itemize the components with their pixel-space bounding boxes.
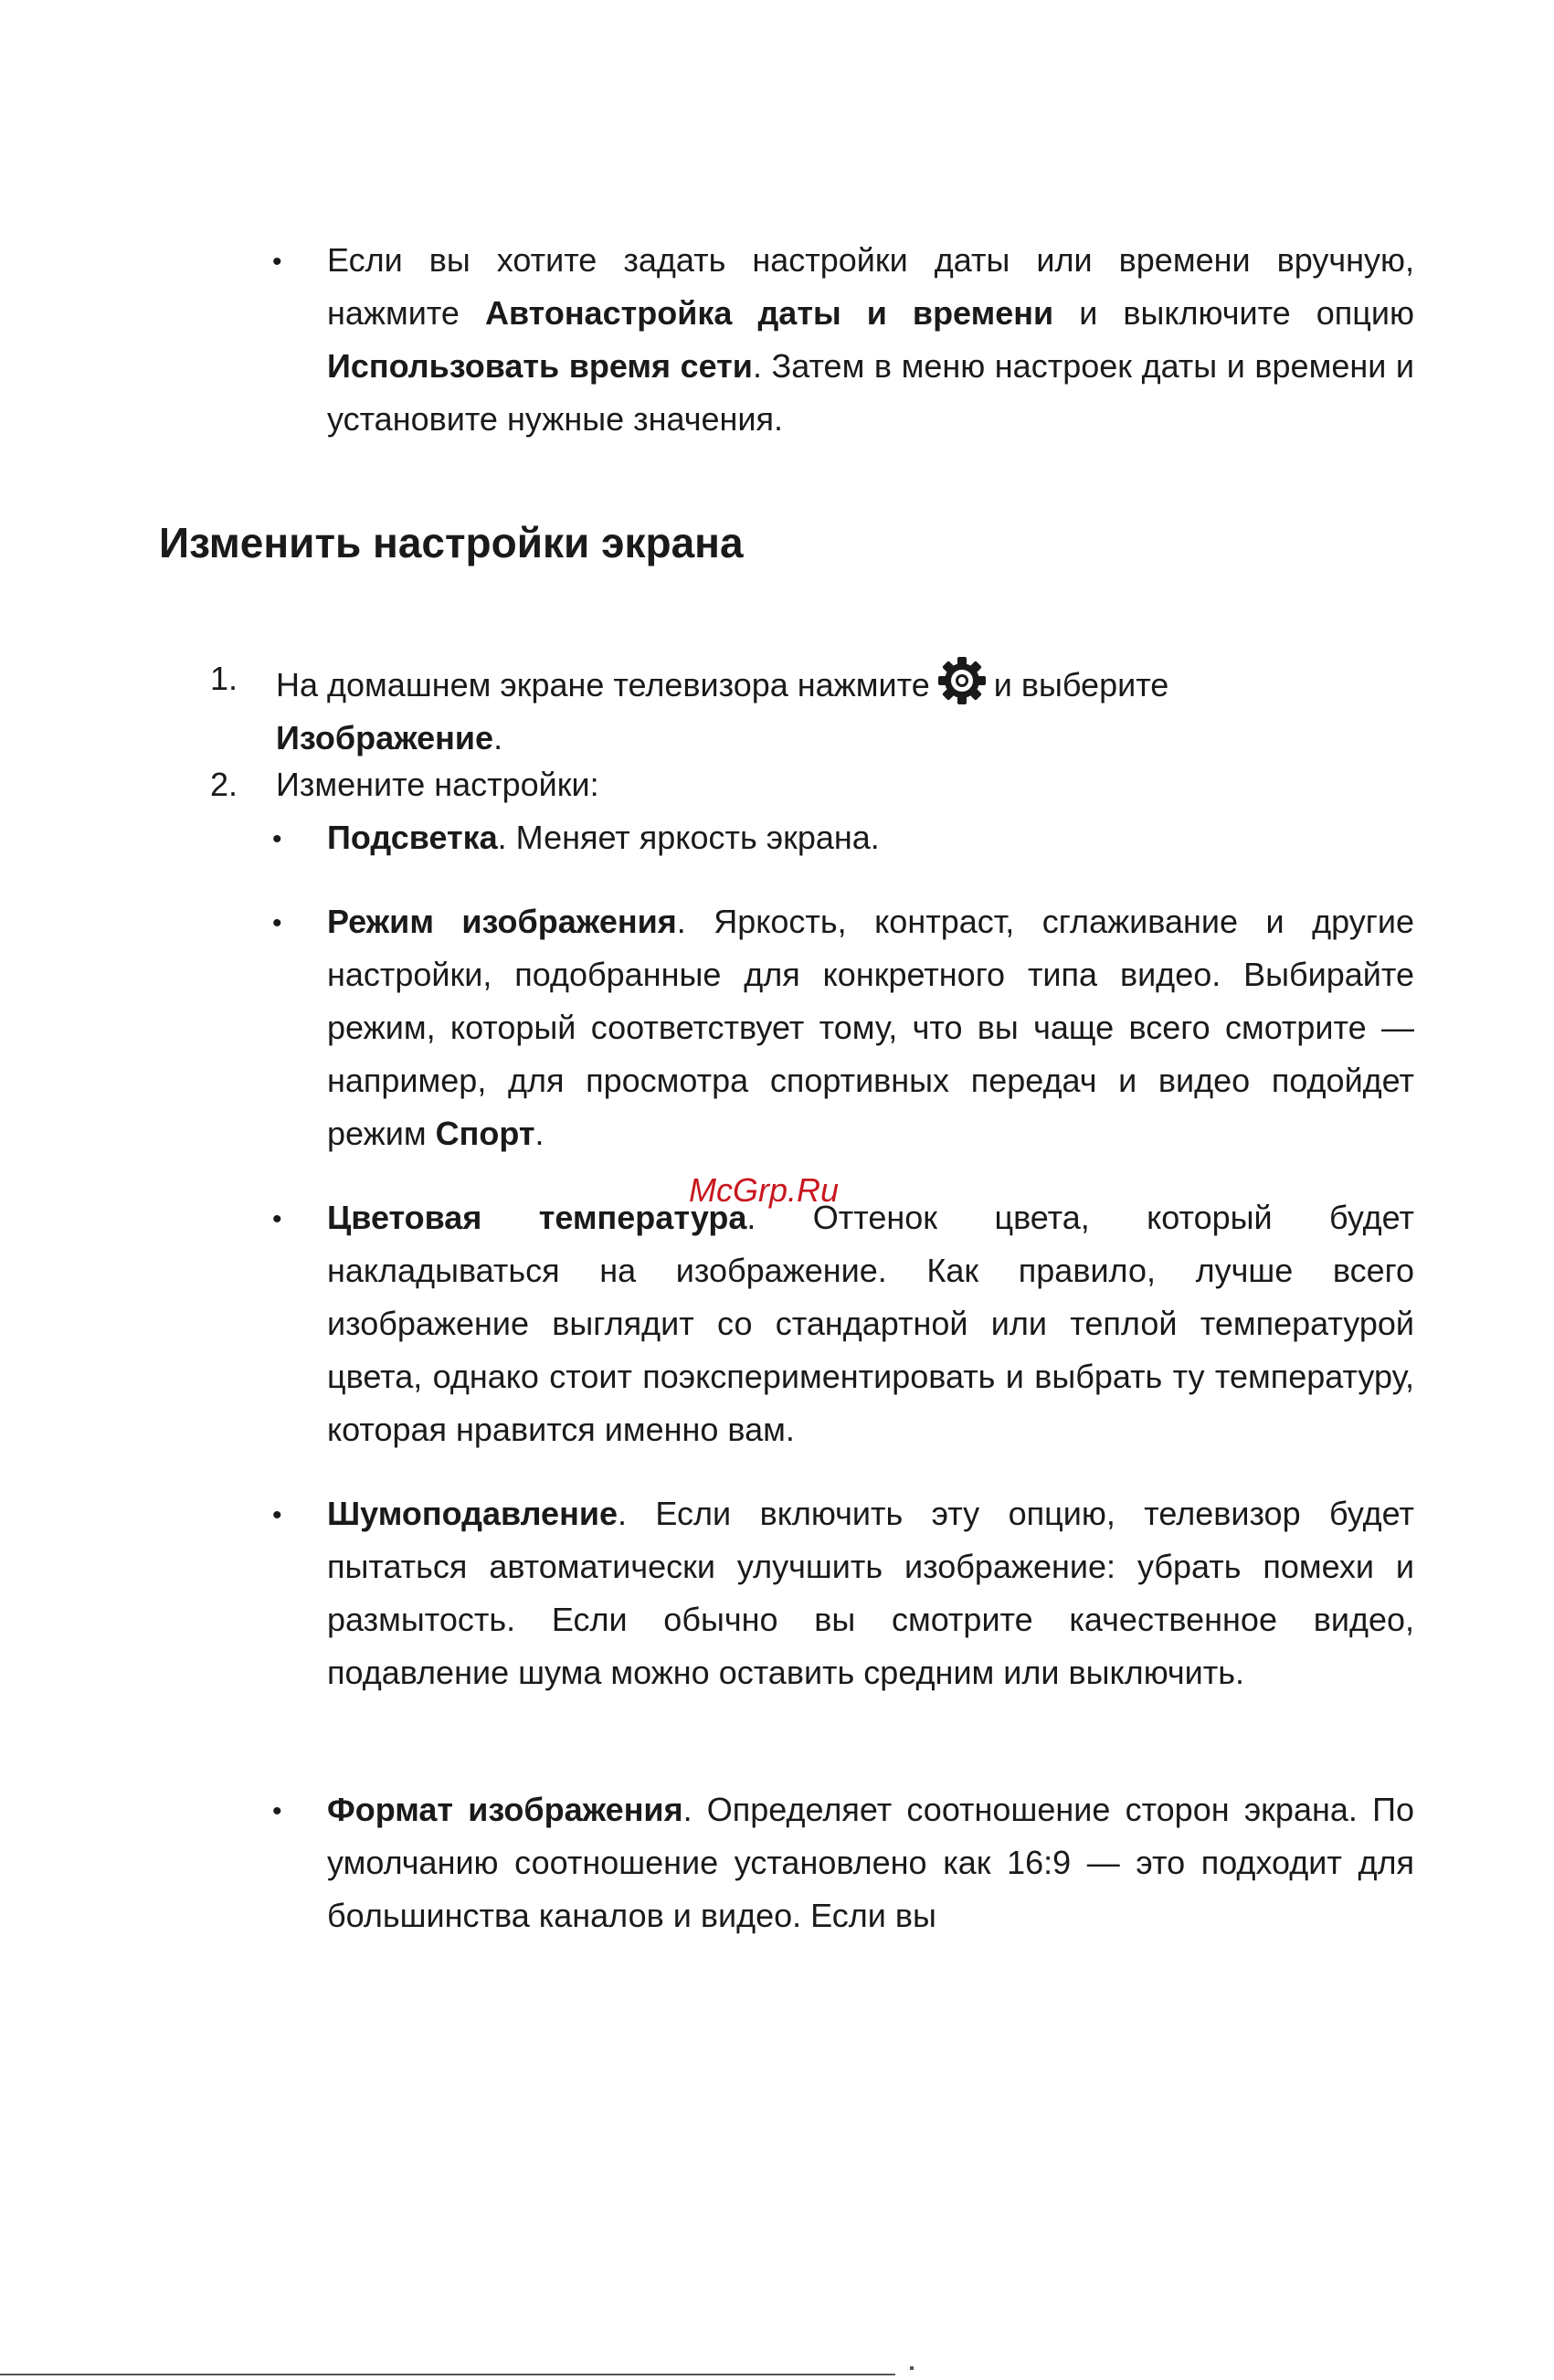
bullet: • bbox=[272, 824, 282, 854]
bullet: • bbox=[272, 1796, 282, 1826]
step-1-text-a: На домашнем экране телевизора нажмите bbox=[276, 666, 930, 703]
step-1-text-c: . bbox=[493, 719, 503, 756]
setting-color-temperature-name: Цветовая температура bbox=[327, 1199, 747, 1236]
setting-aspect-ratio bbox=[327, 1783, 1414, 1942]
gear-icon bbox=[934, 652, 990, 709]
bottom-mark bbox=[910, 2366, 914, 2370]
intro-text-3: . Затем в меню настроек даты и времени и установите нужные значения. bbox=[327, 347, 1415, 438]
bullet: • bbox=[272, 908, 282, 938]
step-1-text-b: и выберите bbox=[993, 666, 1169, 703]
intro-paragraph bbox=[327, 234, 1414, 446]
setting-picture-mode bbox=[327, 895, 1414, 1160]
setting-color-temperature bbox=[327, 1191, 1414, 1456]
setting-backlight-name: Подсветка bbox=[327, 819, 498, 856]
setting-picture-mode-text: . Яркость, контраст, сглаживание и другие настройки, подобранные для конкретного типа видео. Выбирайте режим, который соответствует тому, что вы чаще всего смотрите — например, для просмотра спортивных передач и видео подойдет режим bbox=[327, 903, 1414, 1152]
bullet: • bbox=[272, 1204, 282, 1234]
watermark: McGrp.Ru bbox=[689, 1171, 840, 1209]
setting-picture-mode-sport: Спорт bbox=[435, 1115, 535, 1152]
bottom-divider bbox=[0, 2374, 895, 2375]
step-2-text: Измените настройки: bbox=[276, 766, 599, 803]
setting-noise-reduction bbox=[327, 1487, 1414, 1699]
setting-noise-reduction-text: . Если включить эту опцию, телевизор будет пытаться автоматически улучшить изображение: убрать помехи и размытость. Если обычно вы смотрите качественное видео, подавление шума можно оставить средним или выключить. bbox=[327, 1495, 1414, 1691]
setting-backlight bbox=[327, 811, 1414, 864]
setting-noise-reduction-name: Шумоподавление bbox=[327, 1495, 618, 1532]
step-number-2: 2. bbox=[210, 766, 238, 803]
setting-backlight-text: . Меняет яркость экрана. bbox=[497, 819, 880, 856]
bullet: • bbox=[272, 247, 282, 277]
setting-aspect-ratio-name: Формат изображения bbox=[327, 1791, 683, 1828]
intro-text-1: Если вы хотите задать настройки даты или времени вручную, нажмите bbox=[327, 241, 1414, 332]
setting-picture-mode-tail: . bbox=[534, 1115, 544, 1152]
step-1-bold-image: Изображение bbox=[276, 719, 494, 756]
intro-text-2: и выключите опцию bbox=[1053, 294, 1415, 332]
bullet: • bbox=[272, 1500, 282, 1530]
step-1-text bbox=[276, 652, 1418, 765]
intro-bold-auto-datetime: Автонастройка даты и времени bbox=[485, 294, 1054, 332]
setting-aspect-ratio-text: . Определяет соотношение сторон экрана. По умолчанию соотношение установлено как 16:9 — это подходит для большинства каналов и видео. Если вы bbox=[327, 1791, 1414, 1934]
section-heading: Изменить настройки экрана bbox=[159, 519, 744, 566]
setting-picture-mode-name: Режим изображения bbox=[327, 903, 677, 940]
setting-color-temperature-text: . Оттенок цвета, который будет накладываться на изображение. Как правило, лучше всего изображение выглядит со стандартной или теплой температурой цвета, однако стоит поэкспериментировать и выбрать ту температуру, которая нравится именно вам. bbox=[327, 1199, 1414, 1448]
intro-bold-network-time: Использовать время сети bbox=[327, 347, 753, 385]
step-number-1: 1. bbox=[210, 660, 238, 697]
